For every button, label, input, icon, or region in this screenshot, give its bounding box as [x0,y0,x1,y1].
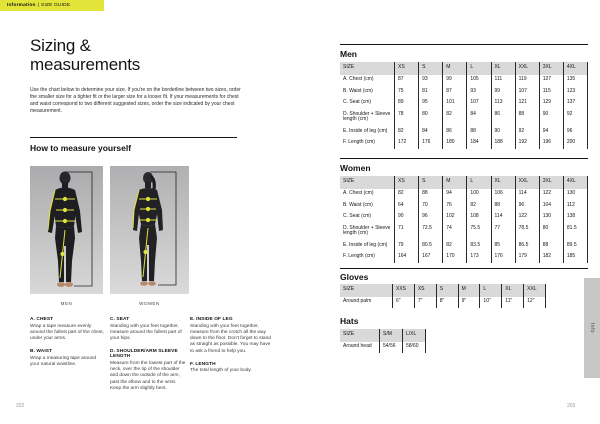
instruction-inside-leg [190,317,272,355]
instruction-column-1 [30,317,104,375]
row-label: C. Seat (cm) [340,211,395,222]
page-title [30,36,140,74]
size-value-cell: 192 [516,137,540,148]
page-number-right: 203 [567,403,576,409]
row-label: C. Seat (cm) [340,97,395,108]
size-value-cell: 114 [516,189,540,200]
row-label: A. Chest (cm) [340,75,395,86]
size-value-cell: 75 [395,86,419,97]
size-column-header: SIZE [340,176,395,189]
instruction-waist [30,349,104,368]
instruction-column-3 [190,317,272,382]
size-value-cell: 130 [540,211,564,222]
size-value-cell: 104 [540,200,564,211]
size-value-cell: 108 [467,211,491,222]
size-header-xxl: XXL [524,284,546,297]
size-value-cell: 82 [395,189,419,200]
size-value-cell: 167 [419,251,443,262]
size-value-cell: 173 [467,251,491,262]
size-header-xl: XL [492,176,516,189]
size-value-cell: 121 [516,97,540,108]
size-value-cell: 92 [564,109,588,126]
size-header-s: S [437,284,459,297]
size-value-cell: 102 [443,211,467,222]
size-header-xl: XL [502,284,524,297]
row-label: D. Shoulder + Sleeve length (cm) [340,109,395,126]
size-value-cell: 96 [564,126,588,137]
size-value-cell: 78 [395,109,419,126]
row-label: E. Inside of leg (cm) [340,240,395,251]
size-value-cell: 137 [564,97,588,108]
size-value-cell: 94 [443,189,467,200]
size-value-cell: 138 [564,211,588,222]
instruction-body: Wrap a tape measure evenly around the fullest part of the chest, under your arms. [30,323,104,342]
men-size-table [340,62,588,149]
women-size-table [340,176,588,263]
how-to-measure-title: How to measure yourself [30,143,132,153]
size-value-cell: 129 [540,97,564,108]
size-value-cell: 105 [467,75,491,86]
size-value-cell: 99 [492,86,516,97]
divider-women [340,158,588,159]
size-value-cell: 101 [443,97,467,108]
size-value-cell: 179 [516,251,540,262]
row-label: F. Length (cm) [340,251,395,262]
page-number-left: 202 [16,403,25,409]
size-value-cell: 84 [419,126,443,137]
size-header-4xl: 4XL [564,176,588,189]
men-figure-label: MEN [60,301,73,306]
size-header-xs: XS [415,284,437,297]
size-value-cell: 86.5 [516,240,540,251]
size-value-cell: 188 [492,137,516,148]
women-section-title: Women [340,163,371,173]
instruction-body: Measure from the lowest part of the neck, over the tip of the shoulder and down the outside of the arm, past the elbow and to the wrist. Keep the arm slightly bent. [110,360,186,392]
size-value-cell: 180 [443,137,467,148]
size-header-xxl: XXL [516,62,540,75]
size-column-header: SIZE [340,284,393,297]
hats-section-title: Hats [340,316,359,326]
row-label: B. Waist (cm) [340,86,395,97]
men-section-title: Men [340,49,357,59]
row-label: F. Length (cm) [340,137,395,148]
tag-category: Information [7,3,36,8]
size-value-cell: 122 [516,211,540,222]
size-value-cell: 75.5 [467,223,491,240]
size-header-xxs: XXS [393,284,415,297]
size-value-cell: 113 [492,97,516,108]
row-label: B. Waist (cm) [340,200,395,211]
size-value-cell: 79 [395,240,419,251]
size-value-cell: 111 [492,75,516,86]
tag-label: SIZE GUIDE [41,3,71,8]
divider-left [30,137,237,138]
hats-size-table [340,329,426,353]
size-value-cell: 84 [467,109,491,126]
size-value-cell: 176 [419,137,443,148]
size-value-cell: 90 [395,211,419,222]
instruction-length [190,362,272,375]
size-value-cell: 85 [492,240,516,251]
page-title-line1: Sizing & [30,36,91,55]
size-value-cell: 119 [516,75,540,86]
size-value-cell: 11" [502,297,524,308]
size-header-s: S [419,176,443,189]
row-label: A. Chest (cm) [340,189,395,200]
divider-men [340,44,588,45]
gloves-size-table [340,284,546,308]
instruction-body: Standing with your feet together, measure from the crotch all the way down to the floor. Don't forget to stand as straight as possible. You may have to ask a friend to help you. [190,323,271,354]
size-value-cell: 77 [492,223,516,240]
size-value-cell: 96 [516,200,540,211]
size-value-cell: 196 [540,137,564,148]
size-value-cell: 90 [540,109,564,126]
size-value-cell: 78.5 [516,223,540,240]
size-header-xs: XS [395,176,419,189]
size-value-cell: 70 [419,200,443,211]
size-value-cell: 9" [459,297,481,308]
instruction-body: The total length of your body. [190,368,252,374]
size-value-cell: 106 [492,189,516,200]
size-header-xl: XL [492,62,516,75]
size-value-cell: 64 [395,200,419,211]
size-header-4xl: 4XL [564,62,588,75]
size-header-xxl: XXL [516,176,540,189]
instruction-body: Standing with your feet together, measure around the fullest part of your hips. [110,323,182,342]
size-value-cell: 99 [443,75,467,86]
size-value-cell: 89 [395,97,419,108]
row-label: Around head [340,342,380,353]
size-value-cell: 96 [419,211,443,222]
size-header-l: L [467,176,491,189]
size-value-cell: 185 [564,251,588,262]
size-value-cell: 88 [516,109,540,126]
size-value-cell: 87 [443,86,467,97]
size-value-cell: 76 [443,200,467,211]
size-value-cell: 93 [419,75,443,86]
size-value-cell: 82 [395,126,419,137]
size-value-cell: 87 [395,75,419,86]
instruction-title: C. SEAT [110,317,130,322]
size-value-cell: 182 [540,251,564,262]
page-title-line2: measurements [30,55,141,74]
size-header-xs: XS [395,62,419,75]
instruction-seat [110,317,186,342]
size-value-cell: 114 [492,211,516,222]
size-header-m: M [443,176,467,189]
size-value-cell: 82 [467,200,491,211]
instruction-title: E. INSIDE OF LEG [190,317,233,322]
instruction-chest [30,317,104,342]
divider-gloves [340,268,588,269]
size-value-cell: 74 [443,223,467,240]
size-value-cell: 71 [395,223,419,240]
size-value-cell: 90 [492,126,516,137]
men-figure-image [30,166,103,299]
size-value-cell: 10" [480,297,502,308]
instruction-shoulder-arm [110,349,186,392]
size-value-cell: 107 [467,97,491,108]
size-header-3xl: 3XL [540,176,564,189]
instruction-title: F. LENGTH [190,361,216,367]
size-header-3xl: 3XL [540,62,564,75]
size-value-cell: 200 [564,137,588,148]
size-value-cell: 94 [540,126,564,137]
size-header-l: L [480,284,502,297]
size-value-cell: 88 [492,200,516,211]
size-value-cell: 86 [492,109,516,126]
size-value-cell: 83.5 [467,240,491,251]
size-value-cell: 81 [419,86,443,97]
women-figure-image [110,166,189,299]
size-header-s-m: S/M [380,329,403,342]
size-column-header: SIZE [340,329,380,342]
size-value-cell: 127 [540,75,564,86]
instruction-title: A. CHEST [30,317,54,322]
row-label: Around palm [340,297,393,308]
instruction-column-2 [110,317,186,399]
row-label: D. Shoulder + Sleeve length (cm) [340,223,395,240]
size-value-cell: 86 [443,126,467,137]
size-header-m: M [443,62,467,75]
size-value-cell: 170 [443,251,467,262]
size-value-cell: 115 [540,86,564,97]
size-value-cell: 54/56 [380,342,403,353]
size-value-cell: 95 [419,97,443,108]
info-edge-tab [584,278,600,378]
size-header-l-xl: L/XL [403,329,426,342]
intro-paragraph: Use the chart below to determine your size. If you're on the borderline between two sizes, order the smaller size for a tighter fit or the larger size for a looser fit. If your measurements for chest and waist correspond to two different suggested sizes, order the size indicated by your chest measurement. [30,87,241,115]
size-value-cell: 122 [540,189,564,200]
size-value-cell: 88 [419,189,443,200]
size-value-cell: 88 [540,240,564,251]
size-value-cell: 58/60 [403,342,426,353]
tag-separator: | [37,3,40,8]
size-value-cell: 6" [393,297,415,308]
instruction-title: D. SHOULDER/ARM SLEEVE LENGTH [110,349,178,360]
size-value-cell: 88 [467,126,491,137]
size-column-header: SIZE [340,62,395,75]
size-value-cell: 112 [564,200,588,211]
size-value-cell: 93 [467,86,491,97]
size-value-cell: 81.5 [564,223,588,240]
size-value-cell: 80.5 [419,240,443,251]
info-edge-tab-label: Info [589,323,595,333]
women-figure-label: WOMEN [139,301,160,306]
category-tag [0,0,104,11]
size-value-cell: 176 [492,251,516,262]
size-value-cell: 80 [540,223,564,240]
size-value-cell: 89.5 [564,240,588,251]
row-label: E. Inside of leg (cm) [340,126,395,137]
size-value-cell: 82 [443,240,467,251]
size-value-cell: 82 [443,109,467,126]
size-value-cell: 107 [516,86,540,97]
size-header-m: M [459,284,481,297]
size-value-cell: 123 [564,86,588,97]
size-value-cell: 135 [564,75,588,86]
gloves-section-title: Gloves [340,272,369,282]
size-value-cell: 72.5 [419,223,443,240]
size-value-cell: 80 [419,109,443,126]
size-value-cell: 7" [415,297,437,308]
size-value-cell: 8" [437,297,459,308]
size-value-cell: 172 [395,137,419,148]
size-value-cell: 130 [564,189,588,200]
size-value-cell: 92 [516,126,540,137]
size-value-cell: 164 [395,251,419,262]
size-value-cell: 12" [524,297,546,308]
size-header-l: L [467,62,491,75]
size-value-cell: 184 [467,137,491,148]
instruction-title: B. WAIST [30,349,53,355]
instruction-body: Wrap a measuring tape around your natural waistline. [30,355,97,368]
size-header-s: S [419,62,443,75]
size-value-cell: 100 [467,189,491,200]
